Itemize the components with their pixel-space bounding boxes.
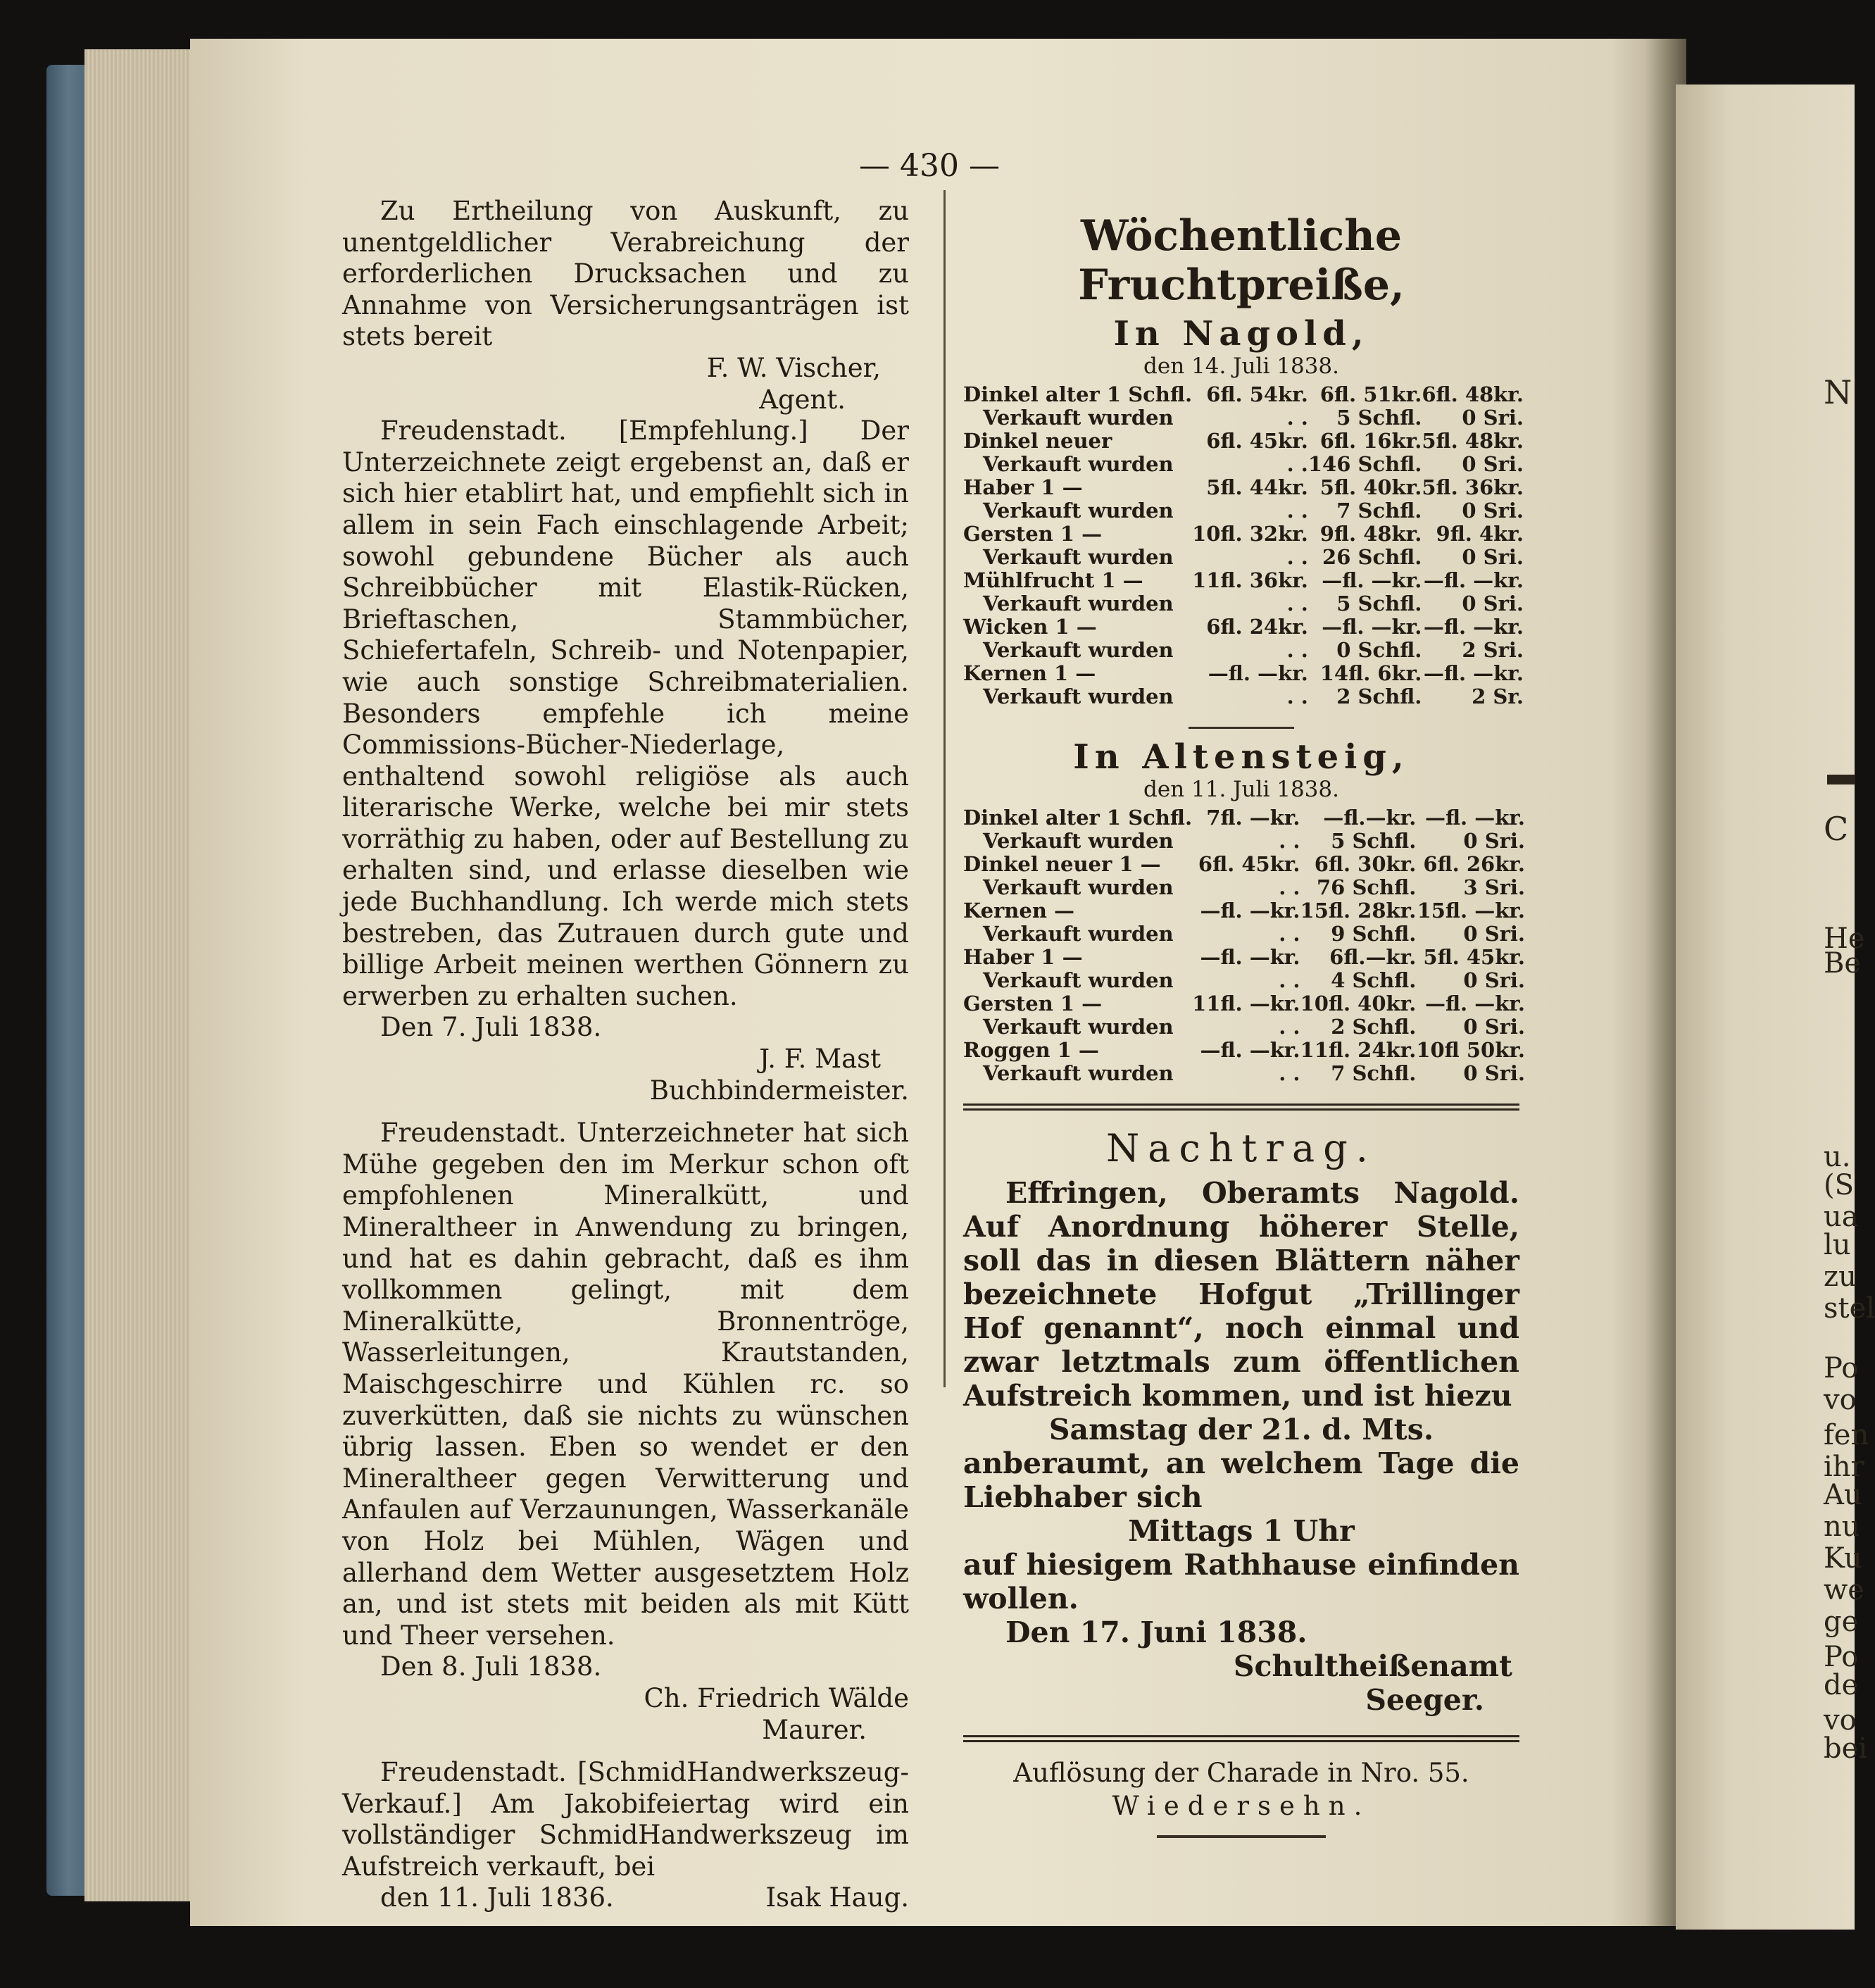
altensteig-cell-p2: 7 Schfl. [1331, 1061, 1417, 1085]
next-page-fragment: stel [1824, 1292, 1875, 1325]
altensteig-cell-p3: 0 Sri. [1463, 922, 1526, 946]
nagold-cell-label: Verkauft wurden [983, 545, 1174, 569]
nagold-cell-p1: 10fl. 32kr. [1192, 522, 1308, 546]
altensteig-cell-p1: . . [1279, 1015, 1300, 1039]
altensteig-cell-label: Verkauft wurden [983, 968, 1174, 992]
nagold-row [963, 523, 1524, 546]
nagold-cell-label: Verkauft wurden [983, 499, 1174, 523]
notice-insurance: Zu Ertheilung von Auskunft, zu unentgeldlicher Verabreichung der erforderlichen Drucksachen und zu Annahme von Versicherungsanträgen ist stets bereit [342, 196, 909, 352]
nagold-price-table [963, 383, 1524, 708]
nagold-cell-p2: 26 Schfl. [1322, 545, 1422, 569]
next-page-fragment: C [1824, 810, 1849, 848]
nagold-cell-p1: —fl. —kr. [1208, 661, 1308, 685]
date-bookbinder: Den 7. Juli 1838. [380, 1012, 602, 1043]
altensteig-cell-p3: —fl. —kr. [1424, 992, 1526, 1015]
altensteig-cell-p1: . . [1279, 829, 1300, 853]
nachtrag-title: Nachtrag. [1106, 1126, 1377, 1170]
double-rule-2 [963, 1735, 1519, 1742]
nagold-cell-p3: 0 Sri. [1462, 499, 1524, 523]
altensteig-cell-p1: 11fl. —kr. [1192, 992, 1300, 1015]
nagold-row [963, 476, 1524, 499]
nagold-cell-p1: . . [1286, 638, 1308, 662]
altensteig-cell-p2: 10fl. 40kr. [1300, 992, 1417, 1015]
next-page-rule [1827, 775, 1855, 784]
nagold-cell-p1: 6fl. 24kr. [1206, 615, 1308, 639]
next-page-fragment: lu [1824, 1229, 1851, 1261]
nagold-cell-label: Verkauft wurden [983, 452, 1174, 476]
next-page-fragment: N [1824, 373, 1852, 411]
altensteig-cell-label: Verkauft wurden [983, 875, 1174, 899]
nachtrag-date: Den 17. Juni 1838. [1005, 1615, 1308, 1649]
nagold-cell-p2: 9fl. 48kr. [1319, 522, 1422, 546]
page-edges [84, 49, 204, 1901]
altensteig-cell-label: Verkauft wurden [983, 829, 1174, 853]
altensteig-heading: In Altensteig, [1073, 737, 1410, 777]
altensteig-cell-label: Roggen 1 — [963, 1038, 1099, 1062]
altensteig-date: den 11. Juli 1838. [1143, 777, 1339, 802]
altensteig-cell-label: Kernen — [963, 899, 1075, 923]
next-page-fragment: bei [1824, 1732, 1868, 1765]
nagold-cell-p2: —fl. —kr. [1322, 568, 1422, 592]
altensteig-cell-p1: —fl. —kr. [1200, 1038, 1300, 1062]
altensteig-row [963, 806, 1525, 830]
page-number: — 430 — [859, 148, 1000, 184]
nagold-cell-p3: —fl. —kr. [1423, 568, 1524, 592]
altensteig-cell-label: Dinkel alter 1 Schfl. [963, 806, 1193, 830]
altensteig-price-table [963, 806, 1525, 1085]
nagold-cell-p3: 2 Sri. [1462, 638, 1524, 662]
nagold-cell-p3: 9fl. 4kr. [1436, 522, 1524, 546]
signature-haug: Isak Haug. [765, 1882, 909, 1913]
altensteig-cell-p2: 76 Schfl. [1317, 875, 1417, 899]
nagold-cell-p2: 5 Schfl. [1336, 592, 1422, 615]
altensteig-row [963, 946, 1525, 969]
altensteig-cell-p2: 2 Schfl. [1331, 1015, 1417, 1039]
nagold-cell-p2: 14fl. 6kr. [1319, 661, 1422, 685]
nagold-row [963, 430, 1524, 453]
section-rule [1189, 727, 1294, 729]
next-page-fragment: Po [1824, 1641, 1859, 1673]
altensteig-cell-label: Verkauft wurden [983, 1061, 1174, 1085]
next-page-fragment: vo [1824, 1384, 1857, 1416]
nagold-row [963, 406, 1524, 430]
nagold-cell-p1: 6fl. 45kr. [1206, 429, 1308, 453]
next-page-fragment: ua [1824, 1201, 1859, 1233]
next-page-fragment: (S [1824, 1169, 1855, 1201]
altensteig-cell-p1: 6fl. 45kr. [1198, 852, 1300, 876]
altensteig-cell-p1: —fl. —kr. [1200, 945, 1300, 969]
altensteig-cell-label: Verkauft wurden [983, 1015, 1174, 1039]
nachtrag-signature: Seeger. [1365, 1683, 1484, 1717]
nagold-cell-p2: 2 Schfl. [1336, 684, 1422, 708]
next-page-fragment: zu [1824, 1261, 1857, 1293]
nagold-row [963, 546, 1524, 569]
right-column [963, 211, 1526, 1846]
altensteig-row [963, 1039, 1525, 1062]
altensteig-row [963, 853, 1525, 876]
nachtrag-body2: anberaumt, an welchem Tage die Liebhaber sich [963, 1446, 1519, 1514]
left-column [342, 196, 909, 1914]
signature-waelde: Ch. Friedrich Wälde [644, 1682, 909, 1713]
next-page-fragment: vo [1824, 1704, 1857, 1737]
altensteig-cell-label: Haber 1 — [963, 945, 1083, 969]
nagold-cell-p2: 6fl. 16kr. [1319, 429, 1422, 453]
altensteig-row [963, 830, 1525, 853]
nagold-row [963, 592, 1524, 615]
next-page-fragment: Po [1824, 1352, 1859, 1384]
nagold-cell-p3: 0 Sri. [1462, 592, 1524, 615]
charade-solution-heading: Auflösung der Charade in Nro. 55. [1013, 1758, 1469, 1788]
altensteig-cell-p3: 0 Sri. [1463, 1015, 1526, 1039]
nagold-cell-p1: . . [1286, 406, 1308, 430]
nagold-cell-p1: . . [1286, 452, 1308, 476]
signature-vischer: F. W. Vischer, [706, 352, 881, 383]
date-mineral-kitt: Den 8. Juli 1838. [380, 1651, 602, 1682]
nagold-cell-label: Verkauft wurden [983, 638, 1174, 662]
nagold-cell-p2: —fl. —kr. [1322, 615, 1422, 639]
altensteig-cell-p1: —fl. —kr. [1200, 899, 1300, 923]
altensteig-cell-p1: 7fl. —kr. [1206, 806, 1300, 830]
next-page-fragment: fen [1824, 1419, 1869, 1451]
nagold-cell-p2: 7 Schfl. [1336, 499, 1422, 523]
column-divider [943, 190, 946, 1387]
nagold-cell-p3: 0 Sri. [1462, 406, 1524, 430]
altensteig-cell-p2: —fl.—kr. [1323, 806, 1417, 830]
nagold-cell-p2: 146 Schfl. [1308, 452, 1422, 476]
altensteig-row [963, 992, 1525, 1015]
signature-mast: J. F. Mast [759, 1044, 881, 1075]
nagold-row [963, 639, 1524, 662]
next-page-fragment: ge [1824, 1606, 1859, 1638]
nagold-row [963, 685, 1524, 708]
nagold-cell-p3: 6fl. 48kr. [1422, 382, 1524, 406]
altensteig-row [963, 1062, 1525, 1085]
nagold-cell-label: Verkauft wurden [983, 684, 1174, 708]
role-bookbinder: Buchbindermeister. [649, 1075, 909, 1106]
nachtrag-office: Schultheißenamt [1233, 1649, 1512, 1683]
nagold-cell-p3: 5fl. 48kr. [1422, 429, 1524, 453]
altensteig-row [963, 969, 1525, 992]
nachtrag-time: Mittags 1 Uhr [1128, 1514, 1355, 1548]
next-page-fragment: ihr [1824, 1451, 1864, 1483]
nagold-cell-label: Gersten 1 — [963, 522, 1103, 546]
nagold-cell-label: Mühlfrucht 1 — [963, 568, 1143, 592]
fruit-prices-title: Wöchentliche Fruchtpreiße, [1078, 211, 1405, 310]
altensteig-cell-label: Gersten 1 — [963, 992, 1103, 1015]
nagold-cell-p2: 0 Schfl. [1336, 638, 1422, 662]
altensteig-cell-p2: 5 Schfl. [1331, 829, 1417, 853]
nagold-cell-label: Dinkel alter 1 Schfl. [963, 382, 1193, 406]
end-ornament [1157, 1835, 1326, 1846]
altensteig-cell-p3: 15fl. —kr. [1417, 899, 1526, 923]
altensteig-cell-p2: 9 Schfl. [1331, 922, 1417, 946]
nagold-cell-p1: . . [1286, 499, 1308, 523]
nagold-cell-p1: 5fl. 44kr. [1206, 475, 1308, 499]
nagold-cell-p1: 11fl. 36kr. [1192, 568, 1308, 592]
nagold-cell-p3: —fl. —kr. [1423, 615, 1524, 639]
altensteig-cell-p3: 10fl 50kr. [1416, 1038, 1526, 1062]
nagold-cell-label: Kernen 1 — [963, 661, 1096, 685]
nagold-cell-p2: 5fl. 40kr. [1319, 475, 1422, 499]
next-page-fragment: Ku [1824, 1542, 1862, 1575]
altensteig-cell-p3: 0 Sri. [1463, 829, 1526, 853]
altensteig-cell-p1: . . [1279, 875, 1300, 899]
altensteig-cell-p1: . . [1279, 922, 1300, 946]
altensteig-cell-p3: 6fl. 26kr. [1423, 852, 1526, 876]
altensteig-cell-p2: 15fl. 28kr. [1300, 899, 1417, 923]
nachtrag-place: auf hiesigem Rathhause einfinden wollen. [963, 1548, 1519, 1615]
nagold-cell-label: Verkauft wurden [983, 592, 1174, 615]
altensteig-cell-p2: 6fl. 30kr. [1314, 852, 1417, 876]
nagold-row [963, 383, 1524, 406]
nagold-cell-p3: 0 Sri. [1462, 452, 1524, 476]
altensteig-row [963, 876, 1525, 899]
altensteig-cell-p3: 0 Sri. [1463, 968, 1526, 992]
altensteig-cell-label: Dinkel neuer 1 — [963, 852, 1161, 876]
nagold-cell-p1: 6fl. 54kr. [1206, 382, 1308, 406]
next-page-fragment: Be [1824, 947, 1862, 980]
role-maurer: Maurer. [762, 1714, 867, 1745]
nagold-cell-label: Verkauft wurden [983, 406, 1174, 430]
next-page-fragment: Au [1824, 1479, 1862, 1511]
altensteig-cell-label: Verkauft wurden [983, 922, 1174, 946]
next-page-fragment: nu [1824, 1511, 1860, 1543]
nachtrag-day: Samstag der 21. d. Mts. [1048, 1413, 1434, 1446]
nagold-cell-label: Dinkel neuer [963, 429, 1112, 453]
double-rule [963, 1104, 1519, 1111]
altensteig-row [963, 923, 1525, 946]
altensteig-row [963, 1015, 1525, 1039]
nachtrag-body: Effringen, Oberamts Nagold. Auf Anordnung höherer Stelle, soll das in diesen Blättern näher bezeichnete Hofgut „Trillinger Hof genannt“, noch einmal und zwar letztmals zum öffentlichen Aufstreich kommen, und ist hiezu [963, 1176, 1519, 1413]
next-page-fragment: u. [1824, 1141, 1851, 1173]
charade-solution-word: Wiedersehn. [1112, 1791, 1371, 1821]
nachtrag-notice [963, 1176, 1519, 1717]
nagold-cell-p3: 2 Sr. [1472, 684, 1524, 708]
nagold-cell-p2: 6fl. 51kr. [1319, 382, 1422, 406]
nagold-cell-p1: . . [1286, 684, 1308, 708]
notice-smith-tools: Freudenstadt. [SchmidHandwerkszeug-Verkauf.] Am Jakobifeiertag wird ein vollständiger SchmidHandwerkszeug im Aufstreich verkauft, bei [342, 1757, 909, 1882]
nagold-heading: In Nagold, [1113, 314, 1369, 354]
altensteig-cell-p2: 4 Schfl. [1331, 968, 1417, 992]
altensteig-cell-p1: . . [1279, 968, 1300, 992]
nagold-cell-p3: —fl. —kr. [1423, 661, 1524, 685]
role-agent: Agent. [759, 384, 846, 415]
nagold-cell-p3: 0 Sri. [1462, 545, 1524, 569]
altensteig-cell-p3: 0 Sri. [1463, 1061, 1526, 1085]
altensteig-cell-p3: 3 Sri. [1463, 875, 1526, 899]
nagold-row [963, 499, 1524, 523]
nagold-cell-p2: 5 Schfl. [1336, 406, 1422, 430]
next-page-fragment: He [1824, 923, 1865, 955]
nagold-date: den 14. Juli 1838. [1143, 354, 1339, 379]
date-smith-tools: den 11. Juli 1836. [380, 1882, 614, 1913]
next-page-fragment: we [1824, 1574, 1864, 1606]
nagold-cell-p1: . . [1286, 545, 1308, 569]
altensteig-cell-p2: 6fl.—kr. [1329, 945, 1417, 969]
nagold-row [963, 615, 1524, 639]
nagold-cell-label: Wicken 1 — [963, 615, 1097, 639]
nagold-row [963, 662, 1524, 685]
nagold-cell-label: Haber 1 — [963, 475, 1083, 499]
altensteig-cell-p2: 11fl. 24kr. [1300, 1038, 1417, 1062]
notice-bookbinder: Freudenstadt. [Empfehlung.] Der Unterzeichnete zeigt ergebenst an, daß er sich hier etablirt hat, und empfiehlt sich in allem in sein Fach einschlagende Arbeit; sowohl gebundene Bücher als auch Schreibbücher mit Elastik-Rücken, Brieftaschen, Stammbücher, Schiefertafeln, Schreib- und Notenpapier, wie auch sonstige Schreibmaterialien. Besonders empfehle ich meine Commissions-Bücher-Niederlage, enthaltend sowohl religiöse als auch literarische Werke, welche bei mir stets vorräthig zu haben, oder auf Bestellung zu erhalten sind, und erlasse dieselben wie jede Buchhandlung. Ich werde mich stets bestreben, das Zutrauen durch gute und billige Arbeit meinen werthen Gönnern zu erwerben zu erhalten suchen. [342, 415, 909, 1011]
nagold-row [963, 453, 1524, 476]
nagold-cell-p1: . . [1286, 592, 1308, 615]
altensteig-cell-p3: —fl. —kr. [1424, 806, 1526, 830]
nagold-cell-p3: 5fl. 36kr. [1422, 475, 1524, 499]
notice-mineral-kitt: Freudenstadt. Unterzeichneter hat sich Mühe gegeben den im Merkur schon oft empfohlenen Mineralkütt, und Mineraltheer in Anwendung zu bringen, und hat es dahin gebracht, daß es ihm vollkommen gelingt, mit dem Mineralkütte, Bronnentröge, Wasserleitungen, Krautstanden, Maischgeschirre und Kühlen rc. so zuverkütten, daß sie nichts zu wünschen übrig lassen. Eben so wendet er den Mineraltheer gegen Verwitterung und Anfaulen auf Verzaunungen, Wasserkanäle von Holz bei Mühlen, Wägen und allerhand dem Wetter ausgesetztem Holz an, und ist stets mit beiden als mit Kütt und Theer versehen. [342, 1118, 909, 1651]
next-page-fragment: de [1824, 1669, 1859, 1701]
date-signature-line [342, 1882, 909, 1914]
altensteig-cell-p1: . . [1279, 1061, 1300, 1085]
altensteig-cell-p3: 5fl. 45kr. [1423, 945, 1526, 969]
nagold-row [963, 569, 1524, 592]
altensteig-row [963, 899, 1525, 923]
